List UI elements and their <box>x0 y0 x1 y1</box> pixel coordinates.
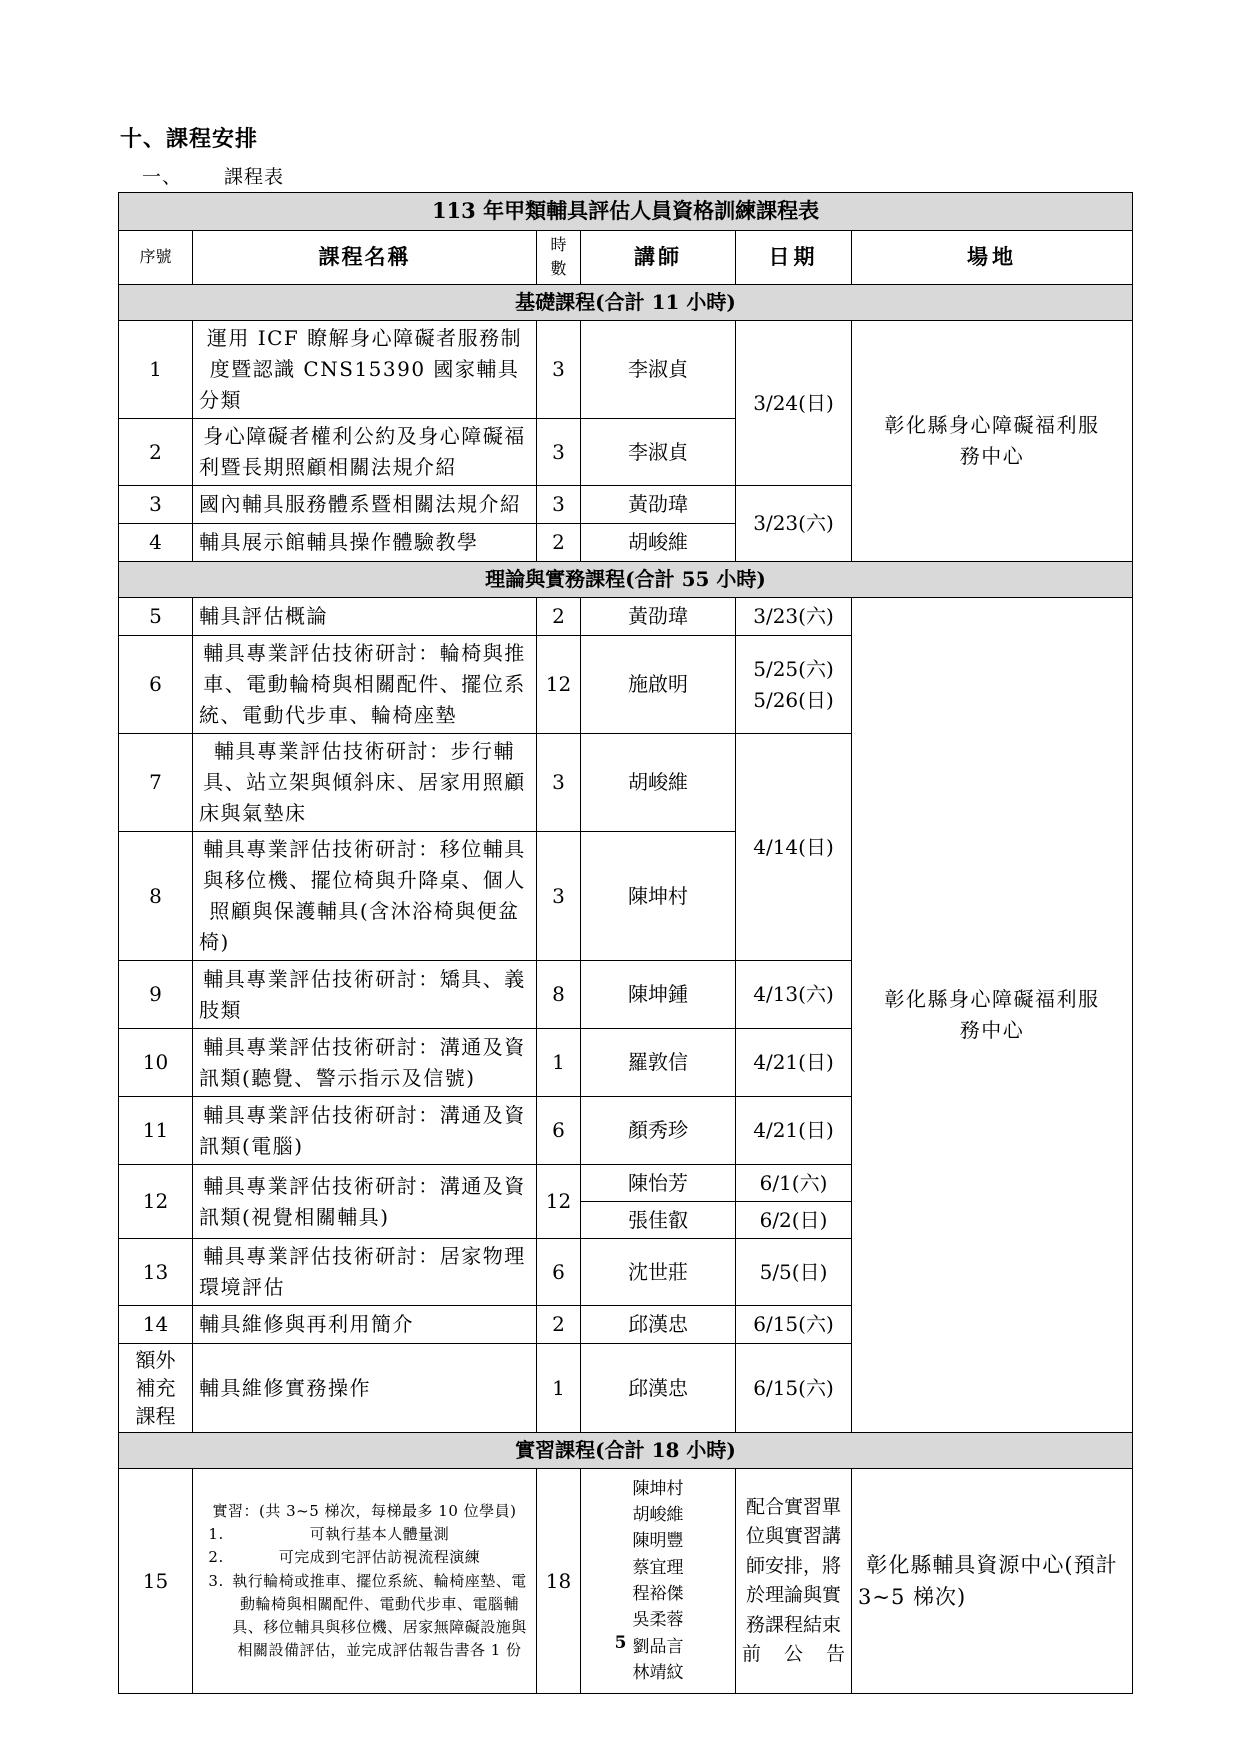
col-name: 課程名稱 <box>193 230 537 285</box>
course-name: 輔具專業評估技術研討：矯具、義肢類 <box>193 961 537 1029</box>
instructor-name: 胡峻維 <box>632 1505 684 1526</box>
course-date: 6/15(六) <box>736 1344 852 1433</box>
course-name: 輔具維修與再利用簡介 <box>193 1306 537 1344</box>
course-date <box>736 636 852 734</box>
course-hours: 12 <box>537 636 581 734</box>
course-date: 6/1(六) <box>736 1165 852 1202</box>
course-hours: 3 <box>537 419 581 486</box>
course-name: 輔具展示館輔具操作體驗教學 <box>193 524 537 562</box>
course-table <box>118 192 1133 1694</box>
course-hours: 8 <box>537 961 581 1029</box>
list-item: 3. 執行輪椅或推車、擺位系統、輪椅座墊、電動輪椅與相關配件、電動代步車、電腦輔具、移位輔具與移位機、居家無障礙設施與相關設備評估，並完成評估報告書各 1 份 <box>229 1570 530 1663</box>
row-no: 1 <box>119 321 193 419</box>
row-no: 10 <box>119 1029 193 1097</box>
row-no: 額外補充課程 <box>119 1344 193 1433</box>
course-hours: 3 <box>537 832 581 961</box>
internship-content <box>193 1469 537 1694</box>
course-name: 輔具專業評估技術研討：溝通及資訊類(視覺相關輔具) <box>193 1165 537 1239</box>
instructor-name: 程裕傑 <box>632 1584 684 1605</box>
course-date: 4/21(日) <box>736 1097 852 1165</box>
course-name: 國內輔具服務體系暨相關法規介紹 <box>193 486 537 524</box>
course-hours: 3 <box>537 486 581 524</box>
course-date: 4/14(日) <box>736 734 852 961</box>
course-date: 4/21(日) <box>736 1029 852 1097</box>
course-name: 輔具專業評估技術研討：步行輔具、站立架與傾斜床、居家用照顧床與氣墊床 <box>193 734 537 832</box>
course-instructor: 陳坤鍾 <box>581 961 736 1029</box>
course-date: 5/5(日) <box>736 1239 852 1306</box>
list-item: 1. 可執行基本人體量測 <box>229 1523 530 1546</box>
row-no: 13 <box>119 1239 193 1306</box>
course-hours: 12 <box>537 1165 581 1239</box>
course-instructor: 沈世莊 <box>581 1239 736 1306</box>
course-instructor: 黃劭瑋 <box>581 598 736 636</box>
course-hours: 6 <box>537 1239 581 1306</box>
course-date: 6/15(六) <box>736 1306 852 1344</box>
course-name: 輔具專業評估技術研討：溝通及資訊類(電腦) <box>193 1097 537 1165</box>
section-internship: 實習課程(合計 18 小時) <box>119 1433 1133 1469</box>
course-instructor: 顏秀珍 <box>581 1097 736 1165</box>
row-no: 3 <box>119 486 193 524</box>
course-hours: 2 <box>537 598 581 636</box>
row-no: 14 <box>119 1306 193 1344</box>
course-hours: 6 <box>537 1097 581 1165</box>
list-item: 2. 可完成到宅評估訪視流程演練 <box>229 1546 530 1569</box>
table-row <box>119 598 1133 636</box>
course-instructor: 李淑貞 <box>581 321 736 419</box>
course-name: 輔具專業評估技術研討：居家物理環境評估 <box>193 1239 537 1306</box>
course-instructor: 胡峻維 <box>581 734 736 832</box>
row-no: 7 <box>119 734 193 832</box>
sub-heading-number: 一、 <box>142 166 183 188</box>
course-instructor: 邱漢忠 <box>581 1344 736 1433</box>
column-header-row <box>119 230 1133 285</box>
internship-intro: 實習：(共 3~5 梯次，每梯最多 10 位學員) <box>212 1501 517 1520</box>
course-name: 輔具評估概論 <box>193 598 537 636</box>
row-no: 8 <box>119 832 193 961</box>
course-date: 6/2(日) <box>736 1202 852 1239</box>
course-instructor: 胡峻維 <box>581 524 736 562</box>
page-heading: 十、課程安排 <box>120 126 259 152</box>
sub-heading-label: 課程表 <box>224 166 285 188</box>
col-hours: 時數 <box>537 230 581 285</box>
course-hours: 2 <box>537 524 581 562</box>
table-row <box>119 1469 1133 1694</box>
instructor-name: 陳坤村 <box>632 1478 684 1499</box>
course-hours: 3 <box>537 321 581 419</box>
course-name: 輔具專業評估技術研討：溝通及資訊類(聽覺、警示指示及信號) <box>193 1029 537 1097</box>
row-no: 2 <box>119 419 193 486</box>
row-no: 12 <box>119 1165 193 1239</box>
course-instructor: 李淑貞 <box>581 419 736 486</box>
instructor-name: 劉品言 <box>632 1636 684 1657</box>
row-no: 15 <box>119 1469 193 1694</box>
page-number: 5 <box>614 1633 627 1653</box>
course-date: 配合實習單位與實習講師安排，將於理論與實務課程結束前公告 <box>736 1469 852 1694</box>
course-instructor: 陳坤村 <box>581 832 736 961</box>
instructor-name: 吳柔蓉 <box>632 1610 684 1631</box>
row-no: 4 <box>119 524 193 562</box>
course-name: 輔具專業評估技術研討：輪椅與推車、電動輪椅與相關配件、擺位系統、電動代步車、輪椅座墊 <box>193 636 537 734</box>
row-no: 9 <box>119 961 193 1029</box>
instructor-name: 蔡宜理 <box>632 1557 684 1578</box>
table-title: 113 年甲類輔具評估人員資格訓練課程表 <box>119 193 1133 231</box>
course-hours: 1 <box>537 1029 581 1097</box>
instructor-name: 陳明豐 <box>632 1531 684 1552</box>
course-instructor: 羅敦信 <box>581 1029 736 1097</box>
course-date: 3/23(六) <box>736 486 852 562</box>
course-date: 4/13(六) <box>736 961 852 1029</box>
section-basic: 基礎課程(合計 11 小時) <box>119 285 1133 321</box>
course-instructor: 陳怡芳 <box>581 1165 736 1202</box>
col-venue: 場地 <box>852 230 1133 285</box>
section-theory: 理論與實務課程(合計 55 小時) <box>119 562 1133 598</box>
course-hours: 18 <box>537 1469 581 1694</box>
col-no: 序號 <box>119 230 193 285</box>
sub-heading <box>142 162 284 189</box>
col-date: 日期 <box>736 230 852 285</box>
course-name: 輔具專業評估技術研討：移位輔具與移位機、擺位椅與升降桌、個人照顧與保護輔具(含沐浴椅與便盆椅) <box>193 832 537 961</box>
course-date-first: 5/25(六) <box>753 656 834 681</box>
course-name: 運用 ICF 瞭解身心障礙者服務制度暨認識 CNS15390 國家輔具分類 <box>193 321 537 419</box>
course-instructor: 黃劭瑋 <box>581 486 736 524</box>
col-instructor: 講師 <box>581 230 736 285</box>
instructor-name: 林靖紋 <box>632 1663 684 1684</box>
course-hours: 3 <box>537 734 581 832</box>
row-no: 11 <box>119 1097 193 1165</box>
course-hours: 2 <box>537 1306 581 1344</box>
course-hours: 1 <box>537 1344 581 1433</box>
course-venue: 彰化縣身心障礙福利服務中心 <box>852 598 1133 1433</box>
course-date: 3/23(六) <box>736 598 852 636</box>
row-no: 6 <box>119 636 193 734</box>
course-instructor: 邱漢忠 <box>581 1306 736 1344</box>
course-instructor: 張佳叡 <box>581 1202 736 1239</box>
row-no: 5 <box>119 598 193 636</box>
course-instructor: 施啟明 <box>581 636 736 734</box>
course-name: 身心障礙者權利公約及身心障礙福利暨長期照顧相關法規介紹 <box>193 419 537 486</box>
table-row <box>119 321 1133 419</box>
internship-instructors <box>581 1469 736 1694</box>
course-venue: 彰化縣輔具資源中心(預計 3~5 梯次) <box>852 1469 1133 1694</box>
course-date: 3/24(日) <box>736 321 852 486</box>
course-date-second: 5/26(日) <box>753 687 834 712</box>
course-name: 輔具維修實務操作 <box>193 1344 537 1433</box>
course-venue: 彰化縣身心障礙福利服務中心 <box>852 321 1133 562</box>
